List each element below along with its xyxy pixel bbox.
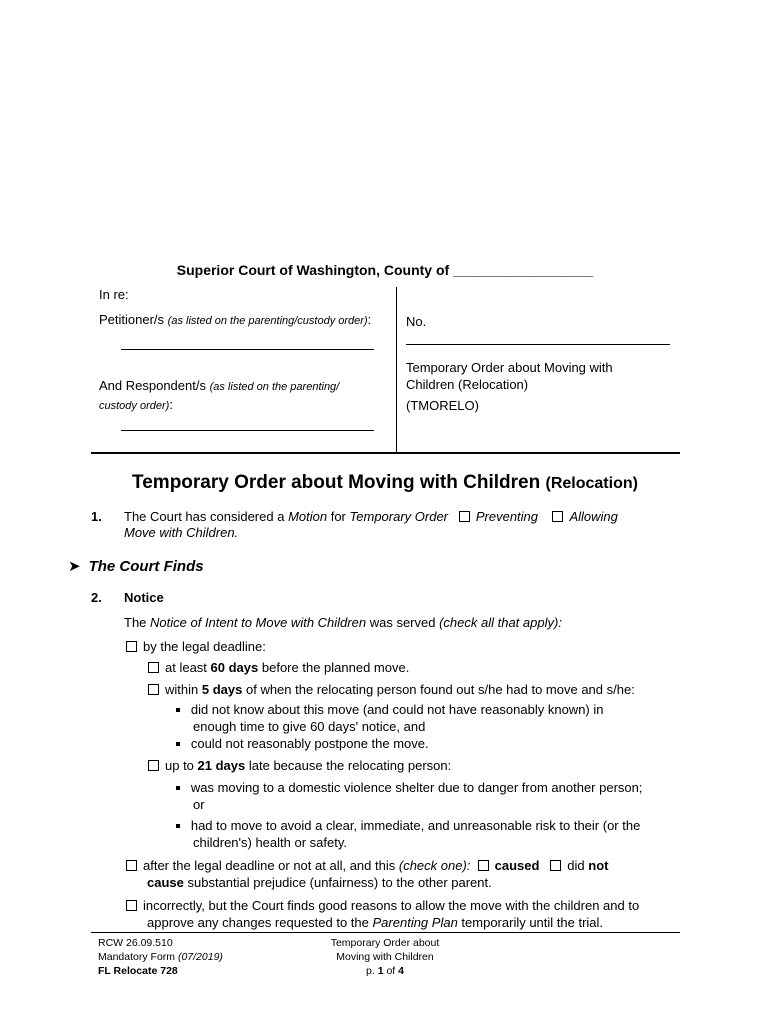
footer-center	[300, 936, 470, 978]
within-bullets	[176, 701, 604, 752]
up-to-checkbox[interactable]	[148, 760, 159, 771]
bullet-icon	[176, 786, 180, 790]
in-re-label: In re:	[99, 287, 129, 302]
petitioner-text: Petitioner/s	[99, 312, 165, 327]
bullet-3-line-1: was moving to a domestic violence shelter due to danger from another person;	[190, 780, 643, 795]
petitioner-name-field[interactable]	[121, 349, 374, 350]
allowing-label: Allowing	[569, 509, 618, 524]
within-a: within	[165, 682, 199, 697]
caused-label: caused	[494, 858, 540, 873]
footer-mandatory: Mandatory Form	[98, 951, 176, 963]
respondent-label	[99, 377, 339, 415]
at-least-a: at least	[165, 660, 207, 675]
caption-bottom-rule	[91, 452, 680, 454]
notice-intro	[124, 615, 562, 630]
footer-rcw: RCW 26.09.510	[98, 937, 173, 949]
bullet-1-line-2: enough time to give 60 days' notice, and	[193, 719, 426, 734]
within-option	[148, 682, 635, 697]
footer-form-id: FL Relocate 728	[98, 965, 178, 977]
intro-b: was served	[369, 615, 436, 630]
bullet-icon	[176, 742, 180, 746]
incorrectly-checkbox[interactable]	[126, 900, 137, 911]
respondent-colon: :	[169, 397, 173, 412]
footer-page-total: 4	[398, 965, 404, 977]
after-deadline-option	[126, 857, 609, 891]
after-a: after the legal deadline or not at all, and this	[143, 858, 396, 873]
court-title: Superior Court of Washington, County of __________________	[176, 262, 594, 278]
footer-center-1: Temporary Order about	[330, 937, 440, 949]
arrow-bullet-icon: ➤	[68, 558, 81, 575]
within-days: 5 days	[201, 682, 243, 697]
incorrectly-a: approve any changes requested to the	[147, 915, 369, 930]
after-b: (check one):	[398, 858, 471, 873]
by-deadline-option	[126, 639, 266, 654]
up-to-option	[148, 758, 451, 773]
court-finds-heading	[68, 557, 204, 575]
case-number-label: No.	[406, 314, 427, 329]
by-deadline-label: by the legal deadline:	[143, 639, 266, 654]
document-code: (TMORELO)	[406, 398, 479, 413]
parenting-plan: Parenting Plan	[372, 915, 458, 930]
form-title-main: Temporary Order about Moving with Children	[132, 472, 541, 493]
s1-text-a: The Court has considered a	[124, 509, 285, 524]
after-c: substantial prejudice (unfairness) to the other parent.	[187, 875, 492, 890]
caused-checkbox[interactable]	[478, 860, 489, 871]
section-2-heading: Notice	[124, 590, 164, 605]
within-checkbox[interactable]	[148, 684, 159, 695]
form-title-sub: (Relocation)	[545, 475, 638, 492]
bullet-icon	[176, 824, 180, 828]
at-least-c: before the planned move.	[261, 660, 410, 675]
intro-a: The	[124, 615, 147, 630]
bullet-2: could not reasonably postpone the move.	[190, 736, 429, 751]
did-label: did	[567, 858, 585, 873]
case-number-field[interactable]	[406, 344, 670, 345]
respondent-note-1: (as listed on the parenting/	[209, 381, 340, 393]
up-to-a: up to	[165, 758, 194, 773]
section-2-number: 2.	[91, 590, 102, 605]
by-deadline-checkbox[interactable]	[126, 641, 137, 652]
s1-motion: Motion	[288, 509, 328, 524]
bullet-4-line-1: had to move to avoid a clear, immediate, and unreasonable risk to their (or the	[190, 818, 641, 833]
court-finds-text: The Court Finds	[88, 558, 204, 575]
up-to-bullets	[176, 779, 642, 851]
s1-temp-order: Temporary Order	[349, 509, 449, 524]
intro-c: (check all that apply):	[439, 615, 562, 630]
footer-left	[98, 936, 223, 978]
preventing-checkbox[interactable]	[459, 511, 470, 522]
petitioner-label	[99, 312, 371, 327]
section-1-number: 1.	[91, 509, 102, 524]
at-least-days: 60 days	[210, 660, 259, 675]
caption-divider	[396, 287, 397, 453]
section-1-text	[124, 509, 618, 541]
at-least-checkbox[interactable]	[148, 662, 159, 673]
respondent-text: And Respondent/s	[99, 378, 206, 393]
bullet-3-line-2: or	[193, 797, 205, 812]
footer-page-of: of	[386, 965, 396, 977]
allowing-checkbox[interactable]	[552, 511, 563, 522]
within-c: of when the relocating person found out s/he had to move and s/he:	[245, 682, 635, 697]
at-least-option	[148, 660, 409, 675]
incorrectly-line-1: incorrectly, but the Court finds good reasons to allow the move with the children and to	[143, 898, 640, 913]
bullet-1-line-1: did not know about this move (and could not have reasonably known) in	[190, 702, 604, 717]
bullet-4-line-2: children's) health or safety.	[193, 835, 347, 850]
document-name-line-1: Temporary Order about Moving with	[406, 360, 613, 375]
not-label: not	[588, 858, 609, 873]
document-name	[406, 359, 613, 414]
footer-center-2: Moving with Children	[336, 951, 434, 963]
petitioner-colon: :	[367, 312, 372, 327]
petitioner-note: (as listed on the parenting/custody order)	[167, 315, 368, 327]
form-title	[0, 472, 770, 494]
did-not-cause-checkbox[interactable]	[550, 860, 561, 871]
footer-date: (07/2019)	[177, 951, 223, 963]
incorrectly-c: temporarily until the trial.	[461, 915, 604, 930]
preventing-label: Preventing	[475, 509, 539, 524]
footer-page-number: 1	[377, 965, 384, 977]
cause-label: cause	[147, 875, 184, 890]
respondent-note-2: custody order)	[99, 400, 170, 412]
bullet-icon	[176, 708, 180, 712]
footer-page-prefix: p.	[366, 965, 375, 977]
s1-line-2: Move with Children.	[124, 525, 239, 540]
after-deadline-checkbox[interactable]	[126, 860, 137, 871]
intro-notice: Notice of Intent to Move with Children	[150, 615, 367, 630]
document-name-line-2: Children (Relocation)	[406, 377, 529, 392]
up-to-days: 21 days	[197, 758, 246, 773]
s1-text-b: for	[330, 509, 346, 524]
respondent-name-field[interactable]	[121, 430, 374, 431]
incorrectly-option	[126, 897, 639, 931]
up-to-c: late because the relocating person:	[248, 758, 452, 773]
footer-rule	[91, 932, 680, 933]
